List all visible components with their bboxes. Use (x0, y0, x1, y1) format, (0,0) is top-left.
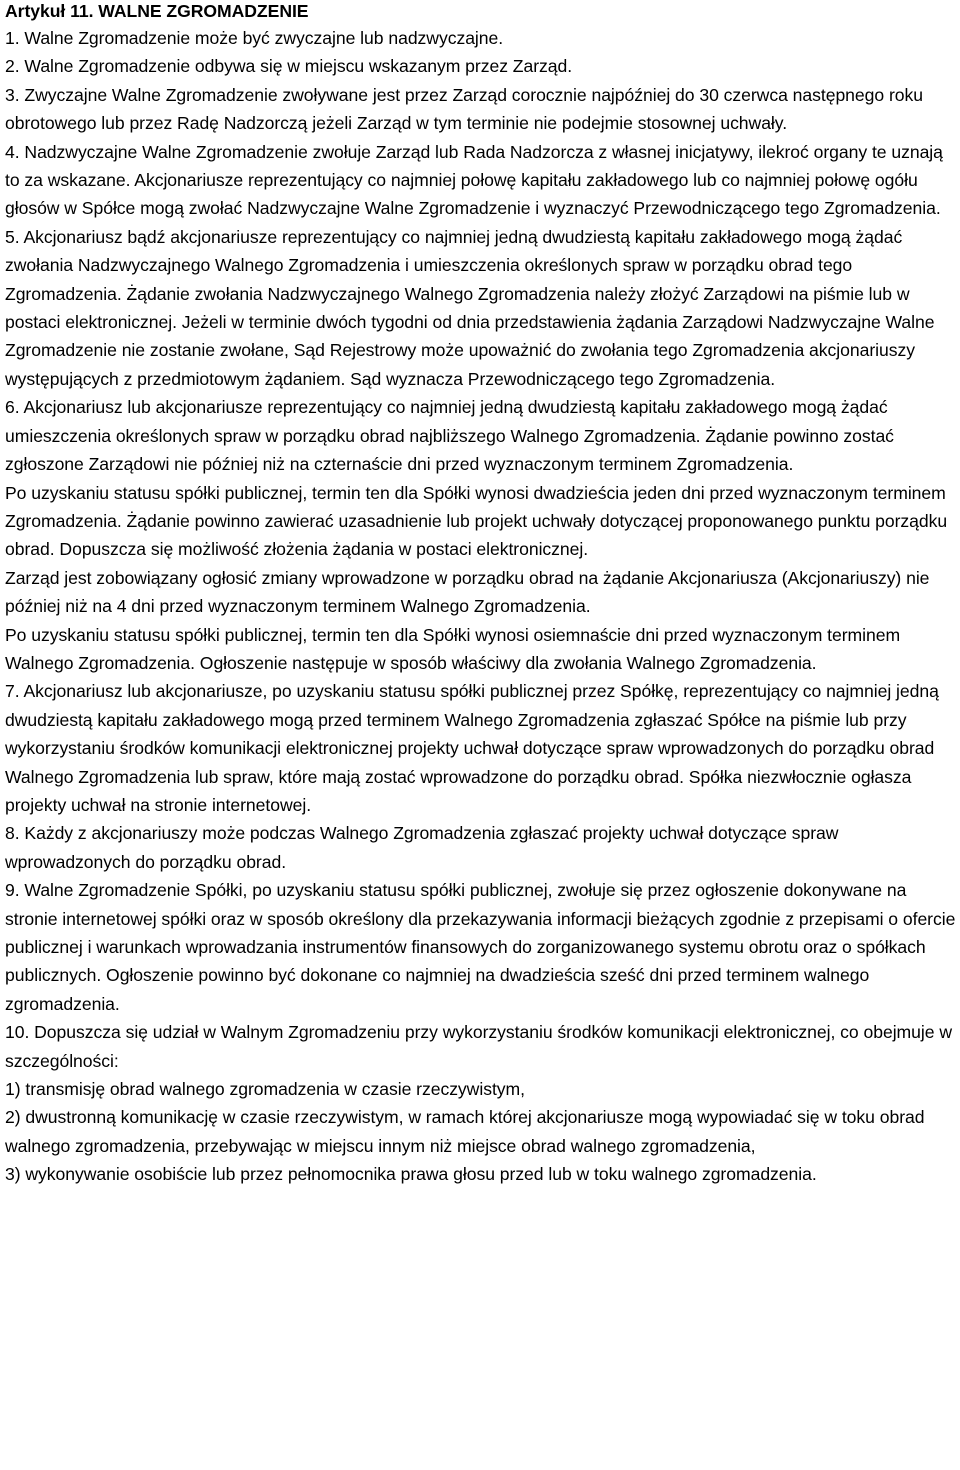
paragraph-6-board-obligation: Zarząd jest zobowiązany ogłosić zmiany wprowadzone w porządku obrad na żądanie Akcjonariusza (Akcjonariuszy) nie później niż na 4 dni przed wyznaczonym terminem Walnego Zgromadzenia. (5, 567, 930, 617)
paragraph-1: 1. Walne Zgromadzenie może być zwyczajne lub nadzwyczajne. (5, 28, 504, 48)
paragraph-6: 6. Akcjonariusz lub akcjonariusze reprezentujący co najmniej jedną dwudziestą kapitału zakładowego mogą żądać umieszczenia określonych spraw w porządku obrad najbliższego Walnego Zgromadzenia. Żądanie powinno zostać zgłoszone Zarządowi nie później niż na czternaście dni przed wyznaczonym terminem Zgromadzenia. (5, 397, 894, 475)
paragraph-5: 5. Akcjonariusz bądź akcjonariusze reprezentujący co najmniej jedną dwudziestą kapitału zakładowego mogą żądać zwołania Nadzwyczajnego Walnego Zgromadzenia i umieszczenia określonych spraw w porządku obrad tego Zgromadzenia. Żądanie zwołania Nadzwyczajnego Walnego Zgromadzenia należy złożyć Zarządowi na piśmie lub w postaci elektronicznej. Jeżeli w terminie dwóch tygodni od dnia przedstawienia żądania Zarządowi Nadzwyczajne Walne Zgromadzenie nie zostanie zwołane, Sąd Rejestrowy może upoważnić do zwołania tego Zgromadzenia akcjonariuszy występujących z przedmiotowym żądaniem. Sąd wyznacza Przewodniczącego tego Zgromadzenia. (5, 226, 935, 389)
paragraph-6-public-company: Po uzyskaniu statusu spółki publicznej, termin ten dla Spółki wynosi dwadzieścia jeden dni przed wyznaczonym terminem Zgromadzenia. Żądanie powinno zawierać uzasadnienie lub projekt uchwały dotyczącej proponowanego punktu porządku obrad. Dopuszcza się możliwość złożenia żądania w postaci elektronicznej. (5, 482, 948, 560)
paragraph-8: 8. Każdy z akcjonariuszy może podczas Walnego Zgromadzenia zgłaszać projekty uchwał dotyczące spraw wprowadzonych do porządku obrad. (5, 823, 839, 872)
list-item-3: 3) wykonywanie osobiście lub przez pełnomocnika prawa głosu przed lub w toku walnego zgromadzenia. (5, 1164, 817, 1185)
paragraph-2: 2. Walne Zgromadzenie odbywa się w miejscu wskazanym przez Zarząd. (5, 56, 573, 77)
paragraph-4: 4. Nadzwyczajne Walne Zgromadzenie zwołuje Zarząd lub Rada Nadzorcza z własnej inicjatywy, ilekroć organy te uznają to za wskazane. Akcjonariusze reprezentujący co najmniej połowę kapitału zakładowego lub co najmniej połowę ogółu głosów w Spółce mogą zwołać Nadzwyczajne Walne Zgromadzenie i wyznaczyć Przewodniczącego tego Zgromadzenia. (5, 141, 943, 219)
article-title: Artykuł 11. WALNE ZGROMADZENIE (5, 1, 309, 21)
paragraph-6-public-company-notice: Po uzyskaniu statusu spółki publicznej, termin ten dla Spółki wynosi osiemnaście dni przed wyznaczonym terminem Walnego Zgromadzenia. Ogłoszenie następuje w sposób właściwy dla zwołania Walnego Zgromadzenia. (5, 624, 901, 673)
paragraph-7: 7. Akcjonariusz lub akcjonariusze, po uzyskaniu statusu spółki publicznej przez Spółkę, reprezentujący co najmniej jedną dwudziestą kapitału zakładowego mogą przed terminem Walnego Zgromadzenia zgłaszać Spółce na piśmie lub przy wykorzystaniu środków komunikacji elektronicznej projekty uchwał dotyczące spraw wprowadzonych do porządku obrad Walnego Zgromadzenia lub spraw, które mają zostać wprowadzone do porządku obrad. Spółka niezwłocznie ogłasza projekty uchwał na stronie internetowej. (5, 681, 939, 815)
list-item-1: 1) transmisję obrad walnego zgromadzenia w czasie rzeczywistym, (5, 1079, 525, 1100)
list-item-2: 2) dwustronną komunikację w czasie rzeczywistym, w ramach której akcjonariusze mogą wypowiadać się w toku obrad walnego zgromadzenia, przebywając w miejscu innym niż miejsce obrad walnego zgromadzenia, (5, 1107, 925, 1156)
paragraph-3: 3. Zwyczajne Walne Zgromadzenie zwoływane jest przez Zarząd corocznie najpóźniej do 30 czerwca następnego roku obrotowego lub przez Radę Nadzorczą jeżeli Zarząd w tym terminie nie podejmie stosownej uchwały. (5, 84, 923, 134)
paragraph-9: 9. Walne Zgromadzenie Spółki, po uzyskaniu statusu spółki publicznej, zwołuje się przez ogłoszenie dokonywane na stronie internetowej spółki oraz w sposób określony dla przekazywania informacji bieżących zgodnie z przepisami o ofercie publicznej i warunkach wprowadzania instrumentów finansowych do zorganizowanego systemu obrotu oraz o spółkach publicznych. Ogłoszenie powinno być dokonane co najmniej na dwadzieścia sześć dni przed terminem walnego zgromadzenia. (5, 880, 956, 1014)
paragraph-10: 10. Dopuszcza się udział w Walnym Zgromadzeniu przy wykorzystaniu środków komunikacji elektronicznej, co obejmuje w szczególności: (5, 1022, 952, 1071)
